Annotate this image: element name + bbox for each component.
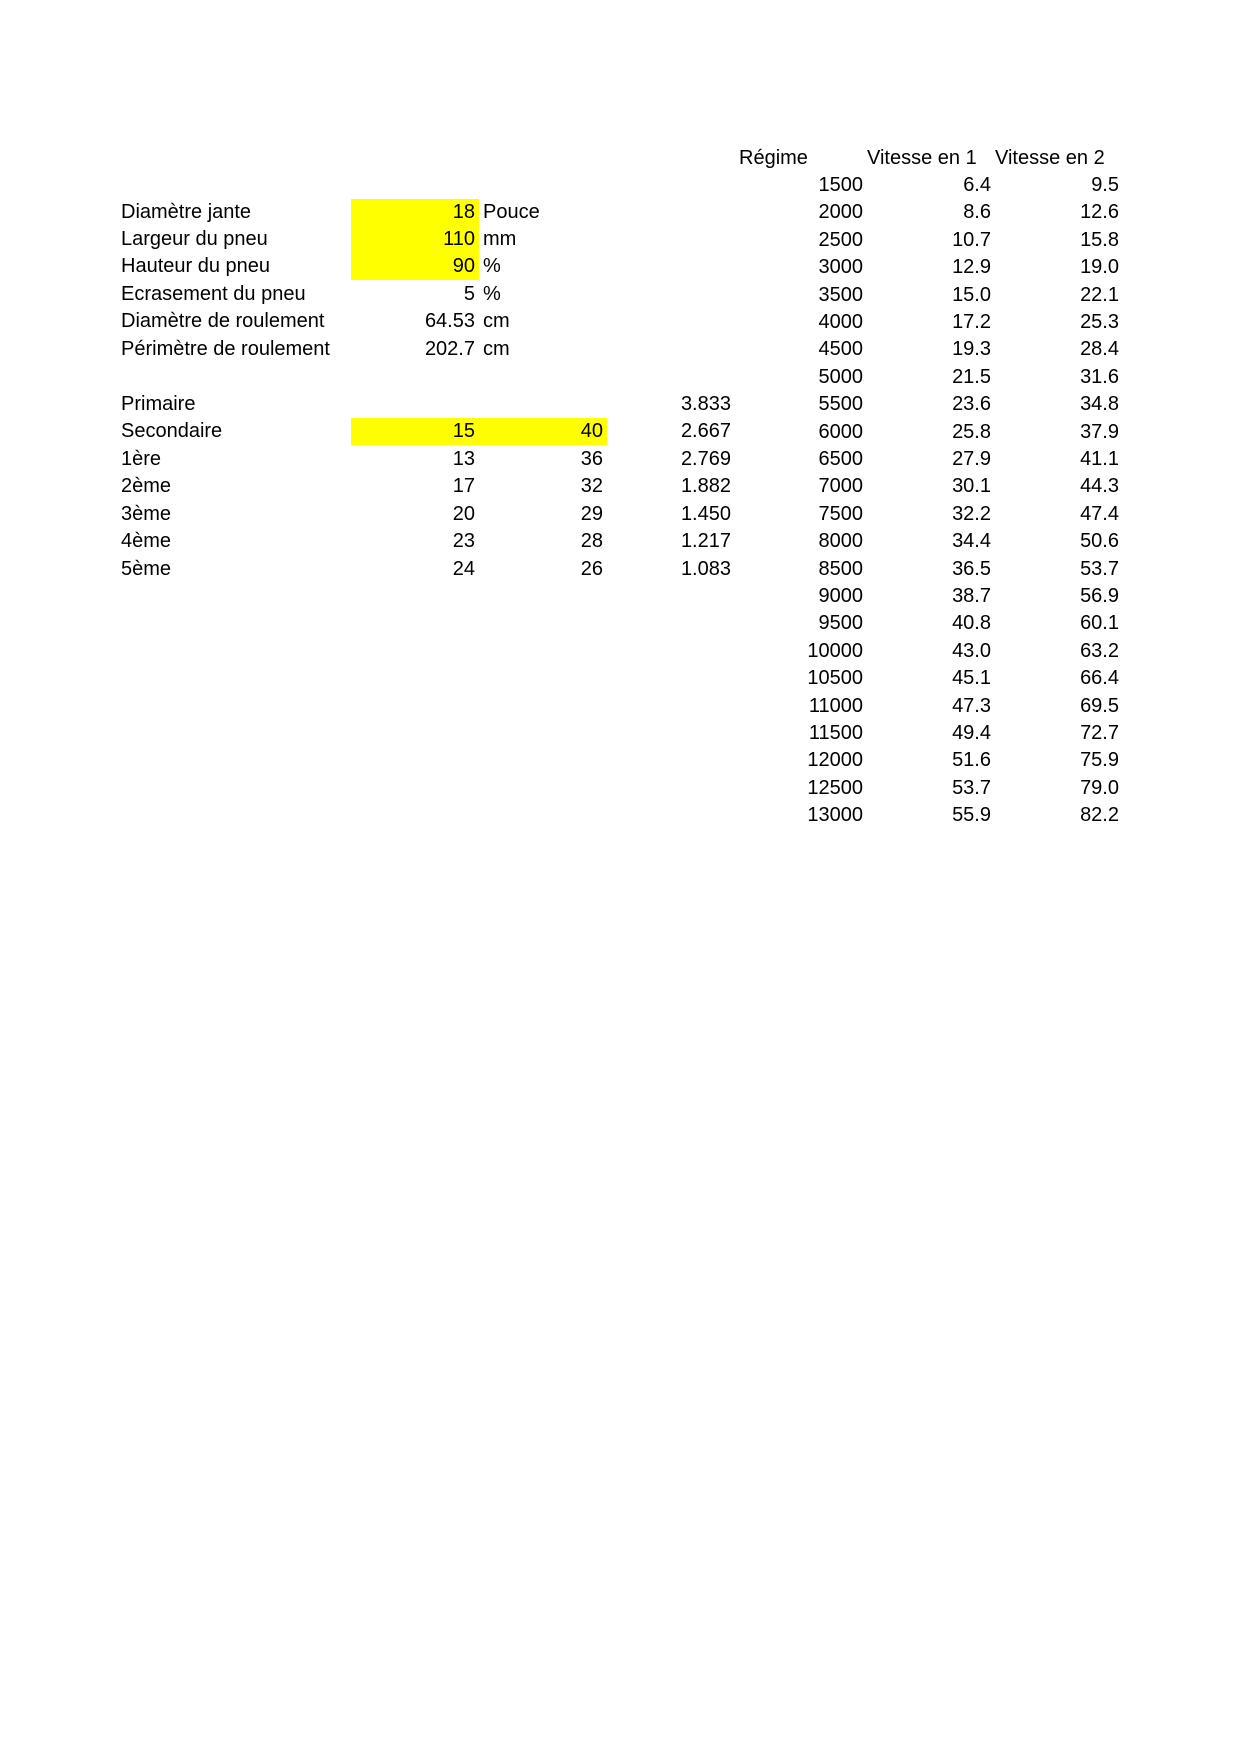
gear-label: 5ème	[121, 558, 172, 580]
gear-teeth-a[interactable]: 24	[452, 558, 475, 580]
tire-width-label: Largeur du pneu	[121, 228, 268, 250]
tire-height-input[interactable]: 90	[351, 253, 479, 280]
primary-ratio: 3.833	[680, 393, 731, 415]
rpm-value: 7000	[818, 475, 863, 497]
gear-teeth-b[interactable]: 32	[580, 475, 603, 497]
speed-2-value: 66.4	[1080, 667, 1119, 689]
rpm-value: 9000	[818, 585, 863, 607]
rpm-value: 12500	[807, 777, 863, 799]
rpm-value: 1500	[818, 174, 863, 196]
speed-2-value: 69.5	[1080, 695, 1119, 717]
speed-2-value: 44.3	[1080, 475, 1119, 497]
speed-1-value: 30.1	[952, 475, 991, 497]
gear-teeth-b[interactable]: 26	[580, 558, 603, 580]
rolling-diameter-value: 64.53	[424, 310, 475, 332]
rpm-value: 3000	[818, 256, 863, 278]
speed-2-value: 31.6	[1080, 366, 1119, 388]
header-speed-1: Vitesse en 1	[867, 147, 977, 169]
tire-squash-label: Ecrasement du pneu	[121, 283, 306, 305]
rpm-value: 8000	[818, 530, 863, 552]
speed-1-value: 12.9	[952, 256, 991, 278]
speed-2-value: 41.1	[1080, 448, 1119, 470]
speed-1-value: 45.1	[952, 667, 991, 689]
rpm-value: 6000	[818, 421, 863, 443]
speed-2-value: 63.2	[1080, 640, 1119, 662]
rolling-perimeter-label: Périmètre de roulement	[121, 338, 330, 360]
rpm-value: 13000	[807, 804, 863, 826]
gear-teeth-b[interactable]: 29	[580, 503, 603, 525]
speed-1-value: 32.2	[952, 503, 991, 525]
rolling-perimeter-unit: cm	[483, 338, 510, 360]
gear-ratio: 1.450	[680, 503, 731, 525]
speed-2-value: 79.0	[1080, 777, 1119, 799]
speed-2-value: 9.5	[1091, 174, 1119, 196]
gear-teeth-a[interactable]: 20	[452, 503, 475, 525]
rpm-value: 5500	[818, 393, 863, 415]
speed-2-value: 56.9	[1080, 585, 1119, 607]
speed-2-value: 82.2	[1080, 804, 1119, 826]
speed-1-value: 53.7	[952, 777, 991, 799]
rpm-value: 5000	[818, 366, 863, 388]
speed-1-value: 21.5	[952, 366, 991, 388]
rpm-value: 2000	[818, 201, 863, 223]
gear-teeth-a[interactable]: 17	[452, 475, 475, 497]
tire-height-unit: %	[483, 255, 501, 277]
secondary-label: Secondaire	[121, 420, 223, 442]
speed-2-value: 60.1	[1080, 612, 1119, 634]
secondary-ratio: 2.667	[680, 420, 731, 442]
speed-1-value: 55.9	[952, 804, 991, 826]
rolling-perimeter-value: 202.7	[424, 338, 475, 360]
speed-2-value: 19.0	[1080, 256, 1119, 278]
header-regime: Régime	[739, 147, 808, 169]
speed-1-value: 23.6	[952, 393, 991, 415]
speed-2-value: 50.6	[1080, 530, 1119, 552]
speed-2-value: 47.4	[1080, 503, 1119, 525]
speed-2-value: 25.3	[1080, 311, 1119, 333]
gear-teeth-b[interactable]: 36	[580, 448, 603, 470]
speed-2-value: 15.8	[1080, 229, 1119, 251]
secondary-teeth-b-input[interactable]: 40	[479, 418, 607, 445]
gear-teeth-a[interactable]: 13	[452, 448, 475, 470]
speed-2-value: 37.9	[1080, 421, 1119, 443]
gear-ratio: 1.882	[680, 475, 731, 497]
rpm-value: 10000	[807, 640, 863, 662]
speed-1-value: 51.6	[952, 749, 991, 771]
secondary-teeth-a-input[interactable]: 15	[351, 418, 479, 445]
speed-1-value: 47.3	[952, 695, 991, 717]
speed-2-value: 22.1	[1080, 284, 1119, 306]
rpm-value: 7500	[818, 503, 863, 525]
rpm-value: 8500	[818, 558, 863, 580]
gear-ratio: 2.769	[680, 448, 731, 470]
speed-1-value: 19.3	[952, 338, 991, 360]
tire-squash-unit: %	[483, 283, 501, 305]
rpm-value: 11500	[808, 722, 863, 744]
primary-label: Primaire	[121, 393, 196, 415]
speed-2-value: 28.4	[1080, 338, 1119, 360]
rim-diameter-unit: Pouce	[483, 201, 540, 223]
gear-label: 1ère	[121, 448, 162, 470]
speed-1-value: 49.4	[952, 722, 991, 744]
rolling-diameter-unit: cm	[483, 310, 510, 332]
tire-width-unit: mm	[483, 228, 517, 250]
speed-1-value: 25.8	[952, 421, 991, 443]
rolling-diameter-label: Diamètre de roulement	[121, 310, 325, 332]
speed-2-value: 72.7	[1080, 722, 1119, 744]
gear-teeth-b[interactable]: 28	[580, 530, 603, 552]
header-speed-2: Vitesse en 2	[995, 147, 1105, 169]
speed-1-value: 34.4	[952, 530, 991, 552]
speed-1-value: 15.0	[952, 284, 991, 306]
rpm-value: 12000	[807, 749, 863, 771]
rpm-value: 10500	[807, 667, 863, 689]
rim-diameter-input[interactable]: 18	[351, 199, 479, 226]
rpm-value: 6500	[818, 448, 863, 470]
tire-squash-value[interactable]: 5	[463, 283, 475, 305]
gear-label: 4ème	[121, 530, 172, 552]
speed-1-value: 36.5	[952, 558, 991, 580]
rpm-value: 2500	[818, 229, 863, 251]
speed-1-value: 38.7	[952, 585, 991, 607]
rpm-value: 4000	[818, 311, 863, 333]
rpm-value: 3500	[818, 284, 863, 306]
speed-1-value: 8.6	[963, 201, 991, 223]
speed-2-value: 12.6	[1080, 201, 1119, 223]
speed-1-value: 43.0	[952, 640, 991, 662]
speed-1-value: 6.4	[963, 174, 991, 196]
speed-1-value: 10.7	[952, 229, 991, 251]
gear-teeth-a[interactable]: 23	[452, 530, 475, 552]
rpm-value: 9500	[818, 612, 863, 634]
gear-ratio: 1.083	[680, 558, 731, 580]
rpm-value: 4500	[818, 338, 863, 360]
speed-1-value: 27.9	[952, 448, 991, 470]
speed-1-value: 40.8	[952, 612, 991, 634]
tire-width-input[interactable]: 110	[351, 226, 479, 253]
rim-diameter-label: Diamètre jante	[121, 201, 252, 223]
speed-2-value: 75.9	[1080, 749, 1119, 771]
gear-label: 3ème	[121, 503, 172, 525]
rpm-value: 11000	[808, 695, 863, 717]
tire-height-label: Hauteur du pneu	[121, 255, 271, 277]
gear-label: 2ème	[121, 475, 172, 497]
speed-2-value: 34.8	[1080, 393, 1119, 415]
gear-ratio: 1.217	[680, 530, 731, 552]
speed-2-value: 53.7	[1080, 558, 1119, 580]
speed-1-value: 17.2	[952, 311, 991, 333]
